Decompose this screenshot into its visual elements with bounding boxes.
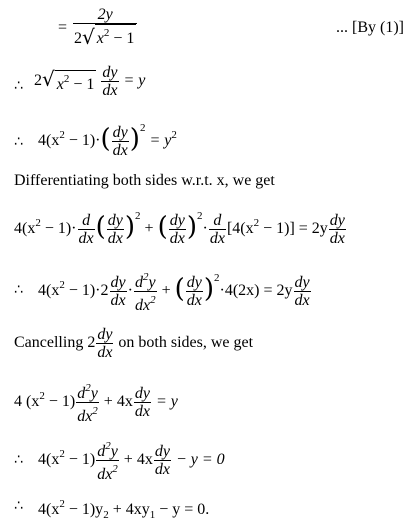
therefore-symbol: ∴	[14, 78, 23, 94]
reference-note: ... [By (1)]	[336, 19, 404, 36]
solution-page: = $\frac{2y}{2√ x^2 - 1}$ ... [By (1)] ∴ 2√ $x^2 - 1$ $\frac{dy}{dx}$ = y ∴ $4(x^2 - 1)\cdot$( $\frac{dy}{dx}$ )$^2 = y^2$ Differentiating both sides w.r.t. x, we get $4(x^2 - 1)\cdot$ $\frac{d}{dx}$ ( $\frac{dy}{dx}$ )$^2$ + ( $\frac{dy}{dx}$ )$^2$· $\frac{d}{dx}$ $[4(x^2 - 1)] = 2y$ $\frac{dy}{dx}$ ∴ $4(x^2 - 1)\cdot 2$ $\frac{dy}{dx}$ · $\frac{d^2y}{dx^2}$ + ( $\frac{dy}{dx}$ )$^2$·4(2x) = 2y $\frac{dy}{dx}$ Cancelling 2 $\frac{dy}{dx}$ on both sides, we get 4 $(x^2 - 1)$ $\frac{d^2y}{dx^2}$ + 4x $\frac{dy}{dx}$ = y ∴ $4(x^2 - 1)$ $\frac{d^2y}{dx^2}$ + 4x $\frac{dy}{dx}$ − y = 0 ∴ $4(x^2 - 1)y_2 + 4xy_1 - y = 0$.	[14, 6, 404, 521]
explanation-text-1: Differentiating both sides w.r.t. x, we get	[14, 172, 275, 189]
fraction: $\frac{2y}{2√ x^2 - 1}$	[72, 6, 138, 47]
